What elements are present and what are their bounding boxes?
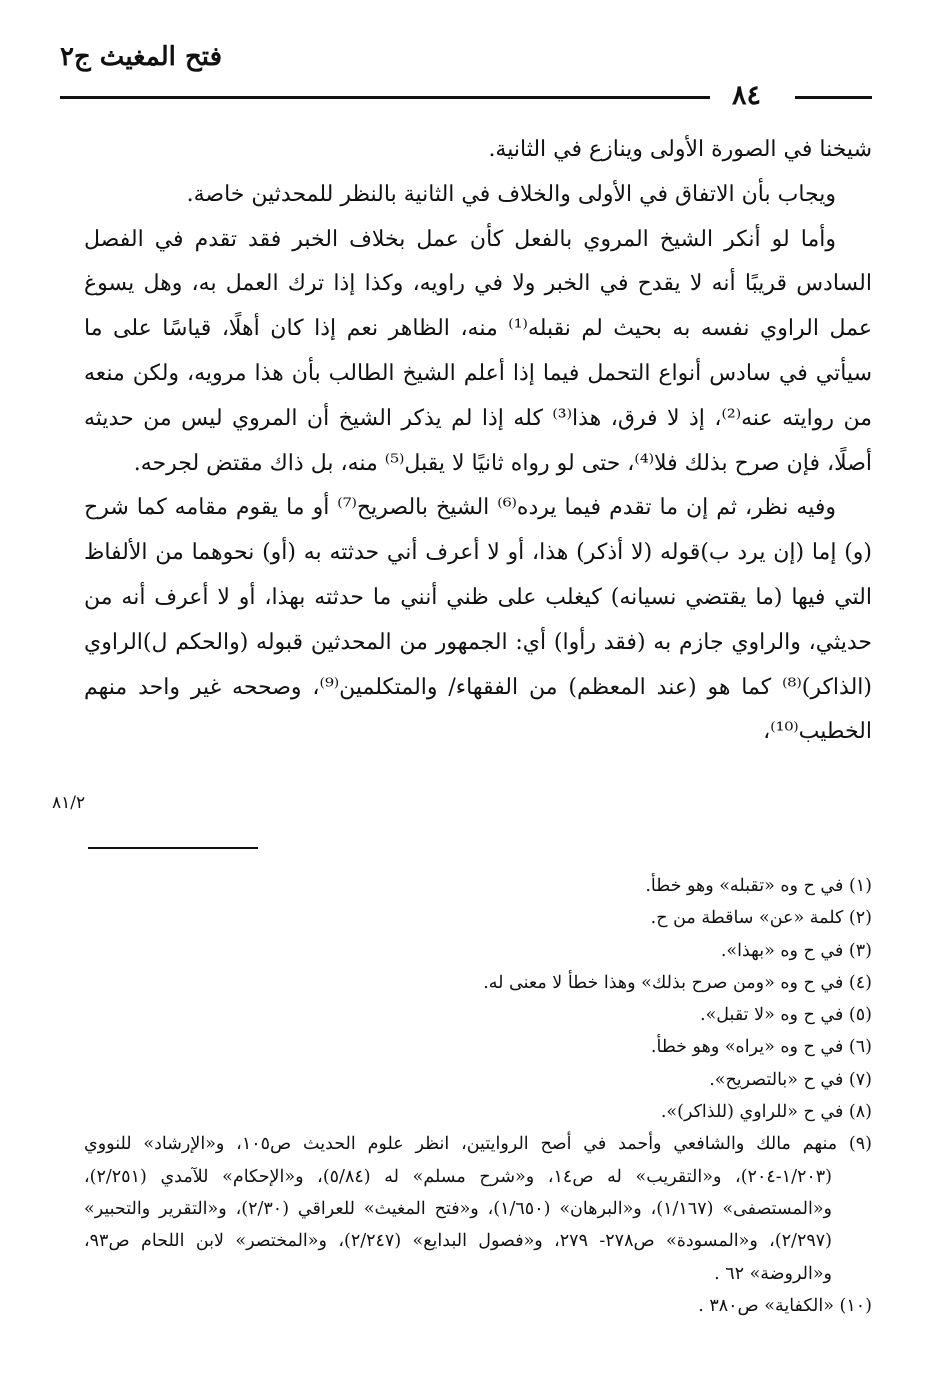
paragraph: وفيه نظر، ثم إن ما تقدم فيما يرده⁽⁶⁾ الشيخ بالصريح⁽⁷⁾ أو ما يقوم مقامه كما شرح (و) إما (إن يرد ب)قوله (لا أذكر) هذا، أو لا أعرف أني حدثته به (أو) نحوهما من الألفاظ التي فيها (ما يقتضي نسيانه) كيغلب على ظني أنني ما حدثته بهذا، أو لا أعرف أنه من حديثي، والراوي جازم به (فقد رأوا) أي: الجمهور من المحدثين قبوله (والحكم ل)الراوي (الذاكر)⁽⁸⁾ كما هو (عند المعظم) من الفقهاء/ والمتكلمين⁽⁹⁾، وصححه غير واحد منهم الخطيب⁽¹⁰⁾، xyxy=(84,495,872,745)
book-title: فتح المغيث ج٢ xyxy=(60,42,223,72)
footnote: (٤) في ح وه «ومن صرح بذلك» وهذا خطأ لا معنى له. xyxy=(483,972,872,993)
footnote: (٨) في ح «للراوي (للذاكر)». xyxy=(660,1102,872,1123)
footnote: (٣) في ح وه «بهذا». xyxy=(720,940,872,961)
paragraph: وأما لو أنكر الشيخ المروي بالفعل كأن عمل بخلاف الخبر فقد تقدم في الفصل السادس قريبًا أنه لا يقدح في الخبر ولا في راويه، وكذا إذا ترك العمل به، وهل يسوغ عمل الراوي نفسه به بحيث لم نقبله⁽¹⁾ منه، الظاهر نعم إذا كان أهلًا، قياسًا على ما سيأتي في سادس أنواع التحمل فيما إذا أعلم الشيخ الطالب بأن هذا مرويه، ولكن منعه من روايته عنه⁽²⁾، إذ لا فرق، هذا⁽³⁾ كله إذا لم يذكر الشيخ أن المروي ليس من حديثه أصلًا، فإن صرح بذلك فلا⁽⁴⁾، حتى لو رواه ثانيًا لا يقبل⁽⁵⁾ منه، بل ذاك مقتض لجرحه. xyxy=(84,226,872,476)
header-rule xyxy=(60,96,710,99)
page-number: ٨٤ xyxy=(732,80,762,111)
footnote-separator xyxy=(88,847,258,849)
paragraph: شيخنا في الصورة الأولى وينازع في الثانية. xyxy=(488,137,872,162)
header-rule-short xyxy=(795,96,872,99)
main-text xyxy=(84,128,872,755)
footnote: (١٠) «الكفاية» ص٣٨٠ . xyxy=(698,1295,872,1316)
footnote: (١) في ح وه «تقبله» وهو خطأ. xyxy=(645,876,872,896)
page-header xyxy=(60,40,872,110)
paragraph: ويجاب بأن الاتفاق في الأولى والخلاف في الثانية بالنظر للمحدثين خاصة. xyxy=(186,181,836,207)
footnotes xyxy=(84,870,872,1322)
footnote: (٦) في ح وه «يراه» وهو خطأ. xyxy=(650,1037,872,1058)
footnote: (٢) كلمة «عن» ساقطة من ح. xyxy=(650,908,872,929)
footnote: (٩) منهم مالك والشافعي وأحمد في أصح الروايتين، انظر علوم الحديث ص١٠٥، و«الإرشاد» للنووي (١/٢٠٣-٢٠٤)، و«التقريب» له ص١٤، و«شرح مسلم» له (٥/٨٤)، و«الإحكام» للآمدي (٢/٢٥١)، و«المستصفى» (١/١٦٧)، و«البرهان» (١/٦٥٠)، و«فتح المغيث» للعراقي (٢/٣٠)، و«التقرير والتحبير» (٢/٢٩٧)، و«المسودة» ص٢٧٨- ٢٧٩، و«فصول البدايع» (٢/٢٤٧)، و«المختصر» لابن اللحام ص٩٣، و«الروضة» ٦٢ . xyxy=(84,1134,872,1284)
footnote: (٥) في ح وه «لا تقبل». xyxy=(700,1005,872,1026)
margin-reference: ٨١/٢ xyxy=(52,793,86,813)
footnote: (٧) في ح «بالتصريح». xyxy=(709,1069,872,1090)
